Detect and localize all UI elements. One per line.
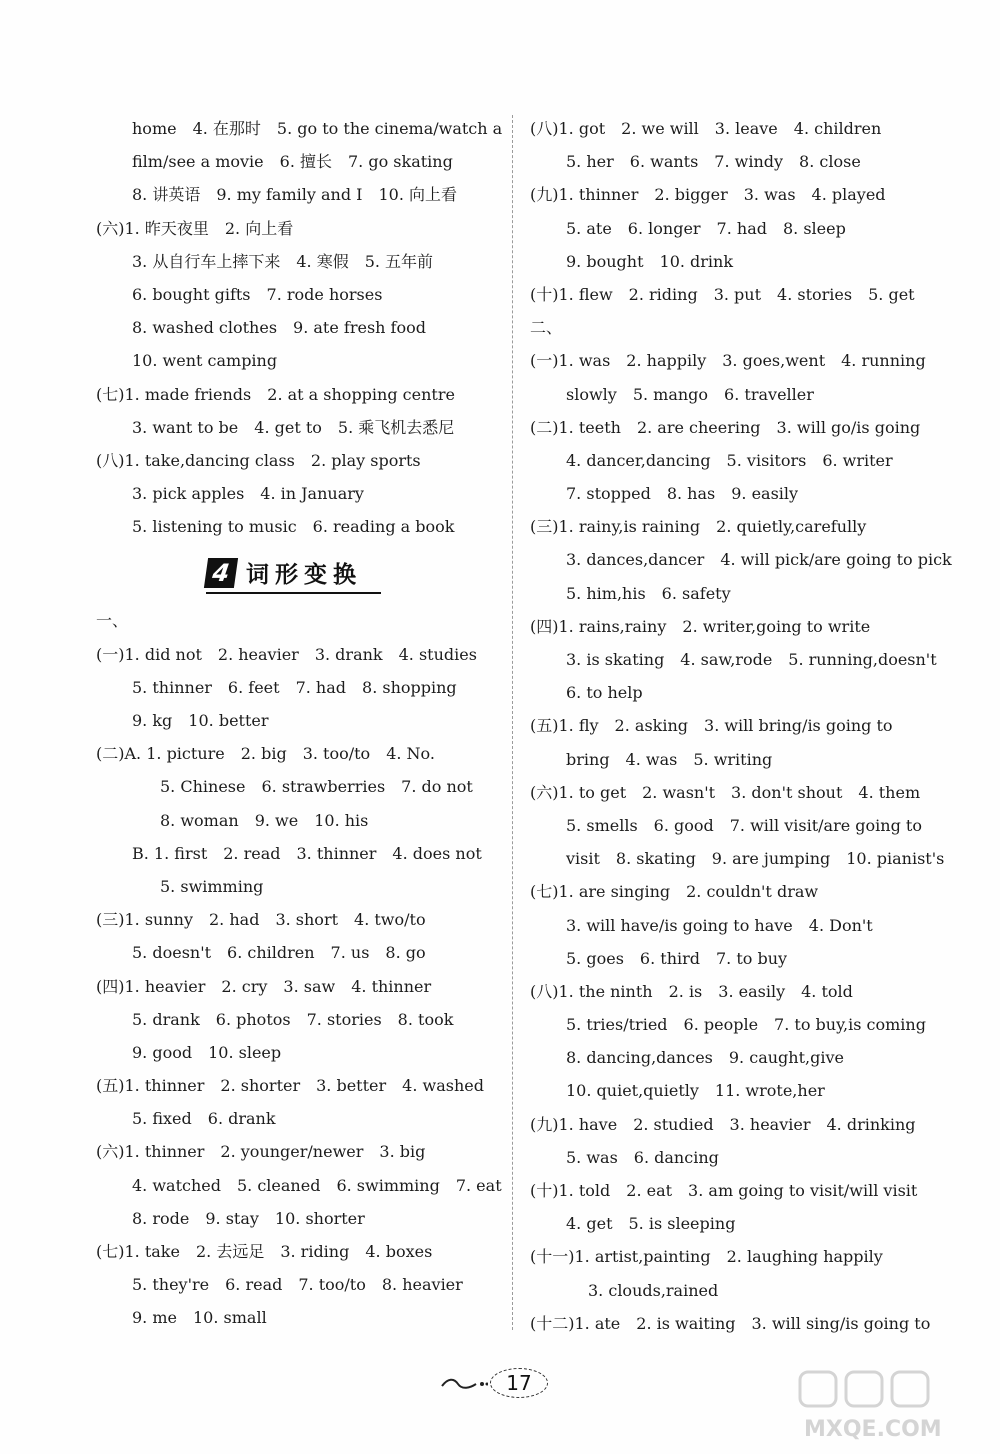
answer-line: (三)1. sunny 2. had 3. short 4. two/to	[96, 910, 426, 930]
answer-line: 8. washed clothes 9. ate fresh food	[132, 318, 426, 338]
answer-line: 3. dances,dancer 4. will pick/are going to pick	[566, 550, 952, 570]
answer-line: B. 1. first 2. read 3. thinner 4. does not	[132, 843, 482, 863]
section-underline	[206, 592, 381, 594]
answer-line: 5. swimming	[160, 876, 264, 896]
answer-line: 5. they're 6. read 7. too/to 8. heavier	[132, 1275, 463, 1295]
answer-line: 3. pick apples 4. in January	[132, 484, 364, 504]
answer-line: film/see a movie 6. 擅长 7. go skating	[132, 152, 453, 172]
answer-line: 9. good 10. sleep	[132, 1042, 282, 1062]
answer-line: 9. bought 10. drink	[566, 251, 734, 271]
answer-line: 9. kg 10. better	[132, 711, 269, 730]
answer-line: (二)1. teeth 2. are cheering 3. will go/is going	[530, 417, 921, 437]
watermark-text: MXQE.COM	[804, 1417, 942, 1442]
answer-line: 5. ate 6. longer 7. had 8. sleep	[566, 218, 846, 238]
answer-line: 3. is skating 4. saw,rode 5. running,doesn't	[566, 650, 937, 669]
answer-line: 8. woman 9. we 10. his	[160, 810, 369, 830]
answer-line: (十)1. told 2. eat 3. am going to visit/will visit	[530, 1181, 918, 1200]
answer-line: 3. clouds,rained	[588, 1280, 719, 1300]
page-number: 17	[490, 1368, 548, 1398]
answer-line: 5. Chinese 6. strawberries 7. do not	[160, 777, 473, 797]
watermark-logo-icon	[790, 1366, 990, 1446]
answer-line: 3. will have/is going to have 4. Don't	[566, 915, 873, 935]
answer-line: 4. watched 5. cleaned 6. swimming 7. eat	[132, 1175, 502, 1195]
page-ornament-icon	[440, 1374, 488, 1394]
answer-line: (九)1. thinner 2. bigger 3. was 4. played	[530, 185, 886, 205]
answer-line: (九)1. have 2. studied 3. heavier 4. drinking	[530, 1114, 916, 1134]
answer-line: (十一)1. artist,painting 2. laughing happily	[530, 1247, 883, 1267]
answer-line: (八)1. the ninth 2. is 3. easily 4. told	[530, 981, 853, 1001]
answer-line: 5. smells 6. good 7. will visit/are going to	[566, 815, 922, 835]
answer-line: (六)1. to get 2. wasn't 3. don't shout 4. them	[530, 782, 921, 802]
answer-line: (七)1. take 2. 去远足 3. riding 4. boxes	[96, 1242, 433, 1261]
answer-line: 8. dancing,dances 9. caught,give	[566, 1048, 844, 1068]
answer-line: 5. goes 6. third 7. to buy	[566, 948, 788, 968]
answer-line: (二)A. 1. picture 2. big 3. too/to 4. No.	[96, 744, 435, 764]
answer-line: (一)1. was 2. happily 3. goes,went 4. running	[530, 351, 926, 371]
answer-line: (五)1. thinner 2. shorter 3. better 4. washed	[96, 1076, 484, 1096]
column-divider	[512, 115, 513, 1330]
answer-line: home 4. 在那时 5. go to the cinema/watch a	[132, 119, 503, 138]
answer-line: (七)1. are singing 2. couldn't draw	[530, 882, 819, 902]
answer-line: (五)1. fly 2. asking 3. will bring/is going to	[530, 716, 893, 736]
answer-line: (十)1. flew 2. riding 3. put 4. stories 5. get	[530, 284, 915, 304]
answer-line: bring 4. was 5. writing	[566, 749, 773, 769]
answer-line: 7. stopped 8. has 9. easily	[566, 484, 799, 504]
answer-line: 10. quiet,quietly 11. wrote,her	[566, 1081, 825, 1101]
answer-line: 6. to help	[566, 683, 643, 703]
answer-line: 8. 讲英语 9. my family and I 10. 向上看	[132, 185, 458, 205]
right-column	[530, 112, 950, 1340]
answer-line: 4. dancer,dancing 5. visitors 6. writer	[566, 450, 893, 470]
answer-line: 8. rode 9. stay 10. shorter	[132, 1208, 365, 1228]
left-column	[96, 112, 506, 1335]
answer-line: (四)1. heavier 2. cry 3. saw 4. thinner	[96, 976, 432, 996]
answer-line: (三)1. rainy,is raining 2. quietly,carefully	[530, 517, 867, 537]
answer-line: 5. listening to music 6. reading a book	[132, 517, 455, 537]
answer-line: 4. get 5. is sleeping	[566, 1214, 736, 1234]
answer-line: 5. him,his 6. safety	[566, 583, 731, 603]
answer-line: 5. her 6. wants 7. windy 8. close	[566, 152, 861, 172]
answer-line: (八)1. take,dancing class 2. play sports	[96, 450, 421, 470]
answer-line: (六)1. thinner 2. younger/newer 3. big	[96, 1142, 426, 1162]
answer-line: 10. went camping	[132, 351, 278, 371]
answer-line: 5. was 6. dancing	[566, 1147, 719, 1167]
answer-line: (七)1. made friends 2. at a shopping centre	[96, 384, 455, 404]
answer-line: 5. thinner 6. feet 7. had 8. shopping	[132, 677, 457, 697]
answer-line: 9. me 10. small	[132, 1308, 267, 1328]
answer-line: (六)1. 昨天夜里 2. 向上看	[96, 218, 294, 238]
answer-line: 6. bought gifts 7. rode horses	[132, 284, 383, 304]
answer-line: 5. drank 6. photos 7. stories 8. took	[132, 1009, 454, 1029]
answer-line: 5. doesn't 6. children 7. us 8. go	[132, 943, 426, 963]
section-heading	[96, 546, 506, 604]
section-number-badge: 4	[204, 558, 238, 588]
answer-line: (十二)1. ate 2. is waiting 3. will sing/is going to	[530, 1313, 931, 1333]
answer-line: slowly 5. mango 6. traveller	[566, 384, 814, 404]
answer-line: (四)1. rains,rainy 2. writer,going to write	[530, 616, 871, 636]
answer-line: 3. want to be 4. get to 5. 乘飞机去悉尼	[132, 417, 455, 437]
part-heading: 一、	[96, 611, 129, 631]
section-title: 词形变换	[246, 562, 362, 589]
answer-line: 5. tries/tried 6. people 7. to buy,is coming	[566, 1015, 926, 1035]
answer-line: visit 8. skating 9. are jumping 10. pianist's	[566, 849, 945, 869]
answer-line: 3. 从自行车上摔下来 4. 寒假 5. 五年前	[132, 251, 434, 271]
answer-line: (八)1. got 2. we will 3. leave 4. children	[530, 119, 882, 138]
answer-line: 5. fixed 6. drank	[132, 1109, 276, 1129]
part-heading: 二、	[530, 318, 563, 338]
answer-line: (一)1. did not 2. heavier 3. drank 4. studies	[96, 644, 477, 664]
